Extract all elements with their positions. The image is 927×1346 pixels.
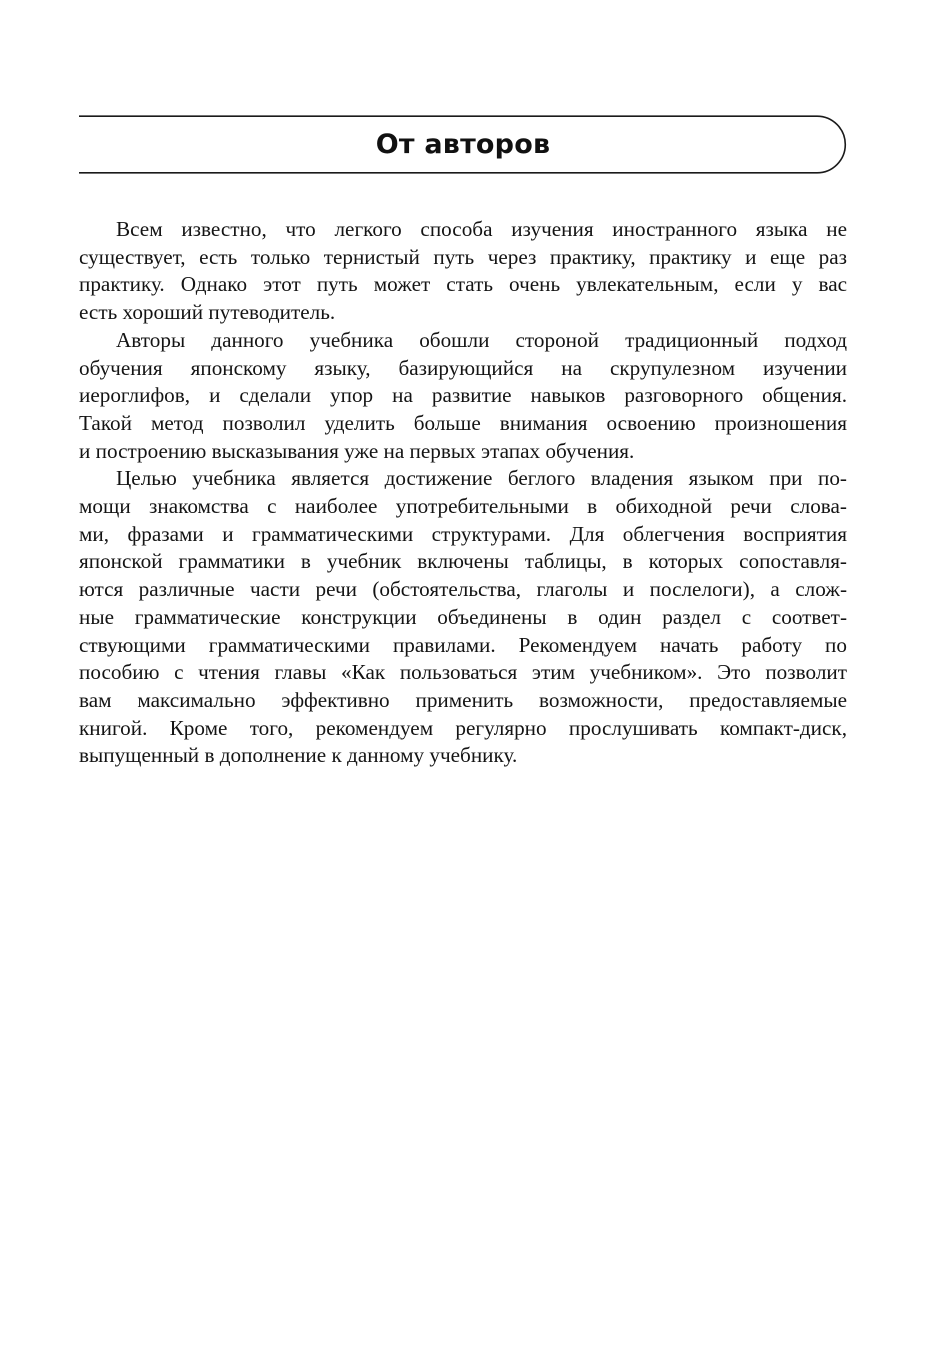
text-line: ные грамматические конструкции объединены в один раздел с соответ- <box>79 604 847 629</box>
text-line: пособию с чтения главы «Как пользоваться этим учебником». Это позволит <box>79 660 847 685</box>
chapter-title: От авторов <box>375 129 551 160</box>
text-line: обучения японскому языку, базирующийся на скрупулезном изучении <box>79 355 847 380</box>
body-text <box>79 216 847 770</box>
text-line: японской грамматики в учебник включены таблицы, в которых сопоставля- <box>79 549 847 574</box>
text-line: и построению высказывания уже на первых этапах обучения. <box>79 438 635 463</box>
text-line: ются различные части речи (обстоятельства, глаголы и послелоги), а слож- <box>79 577 847 602</box>
paragraph-1 <box>79 216 847 327</box>
text-line: мощи знакомства с наиболее употребительными в обиходной речи слова- <box>79 494 847 519</box>
text-line: выпущенный в дополнение к данному учебнику. <box>79 743 518 768</box>
text-line: вам максимально эффективно применить возможности, предоставляемые <box>79 687 847 712</box>
chapter-heading-frame <box>79 115 847 174</box>
text-line: книгой. Кроме того, рекомендуем регулярно прослушивать компакт-диск, <box>79 715 847 740</box>
paragraph-2 <box>79 327 847 466</box>
text-line: Авторы данного учебника обошли стороной традиционный подход <box>116 327 847 352</box>
text-line: практику. Однако этот путь может стать очень увлекательным, если у вас <box>79 272 847 297</box>
text-line: Такой метод позволил уделить больше внимания освоению произношения <box>79 410 847 435</box>
text-line: существует, есть только тернистый путь через практику, практику и еще раз <box>79 244 847 269</box>
text-line: иероглифов, и сделали упор на развитие навыков разговорного общения. <box>79 383 847 408</box>
text-line: ствующими грамматическими правилами. Рекомендуем начать работу по <box>79 632 847 657</box>
text-line: есть хороший путеводитель. <box>79 300 336 325</box>
text-line: Целью учебника является достижение беглого владения языком при по- <box>116 466 847 491</box>
text-line: Всем известно, что легкого способа изучения иностранного языка не <box>116 217 847 241</box>
text-line: ми, фразами и грамматическими структурами. Для облегчения восприятия <box>79 521 847 546</box>
paragraph-3 <box>79 465 847 770</box>
